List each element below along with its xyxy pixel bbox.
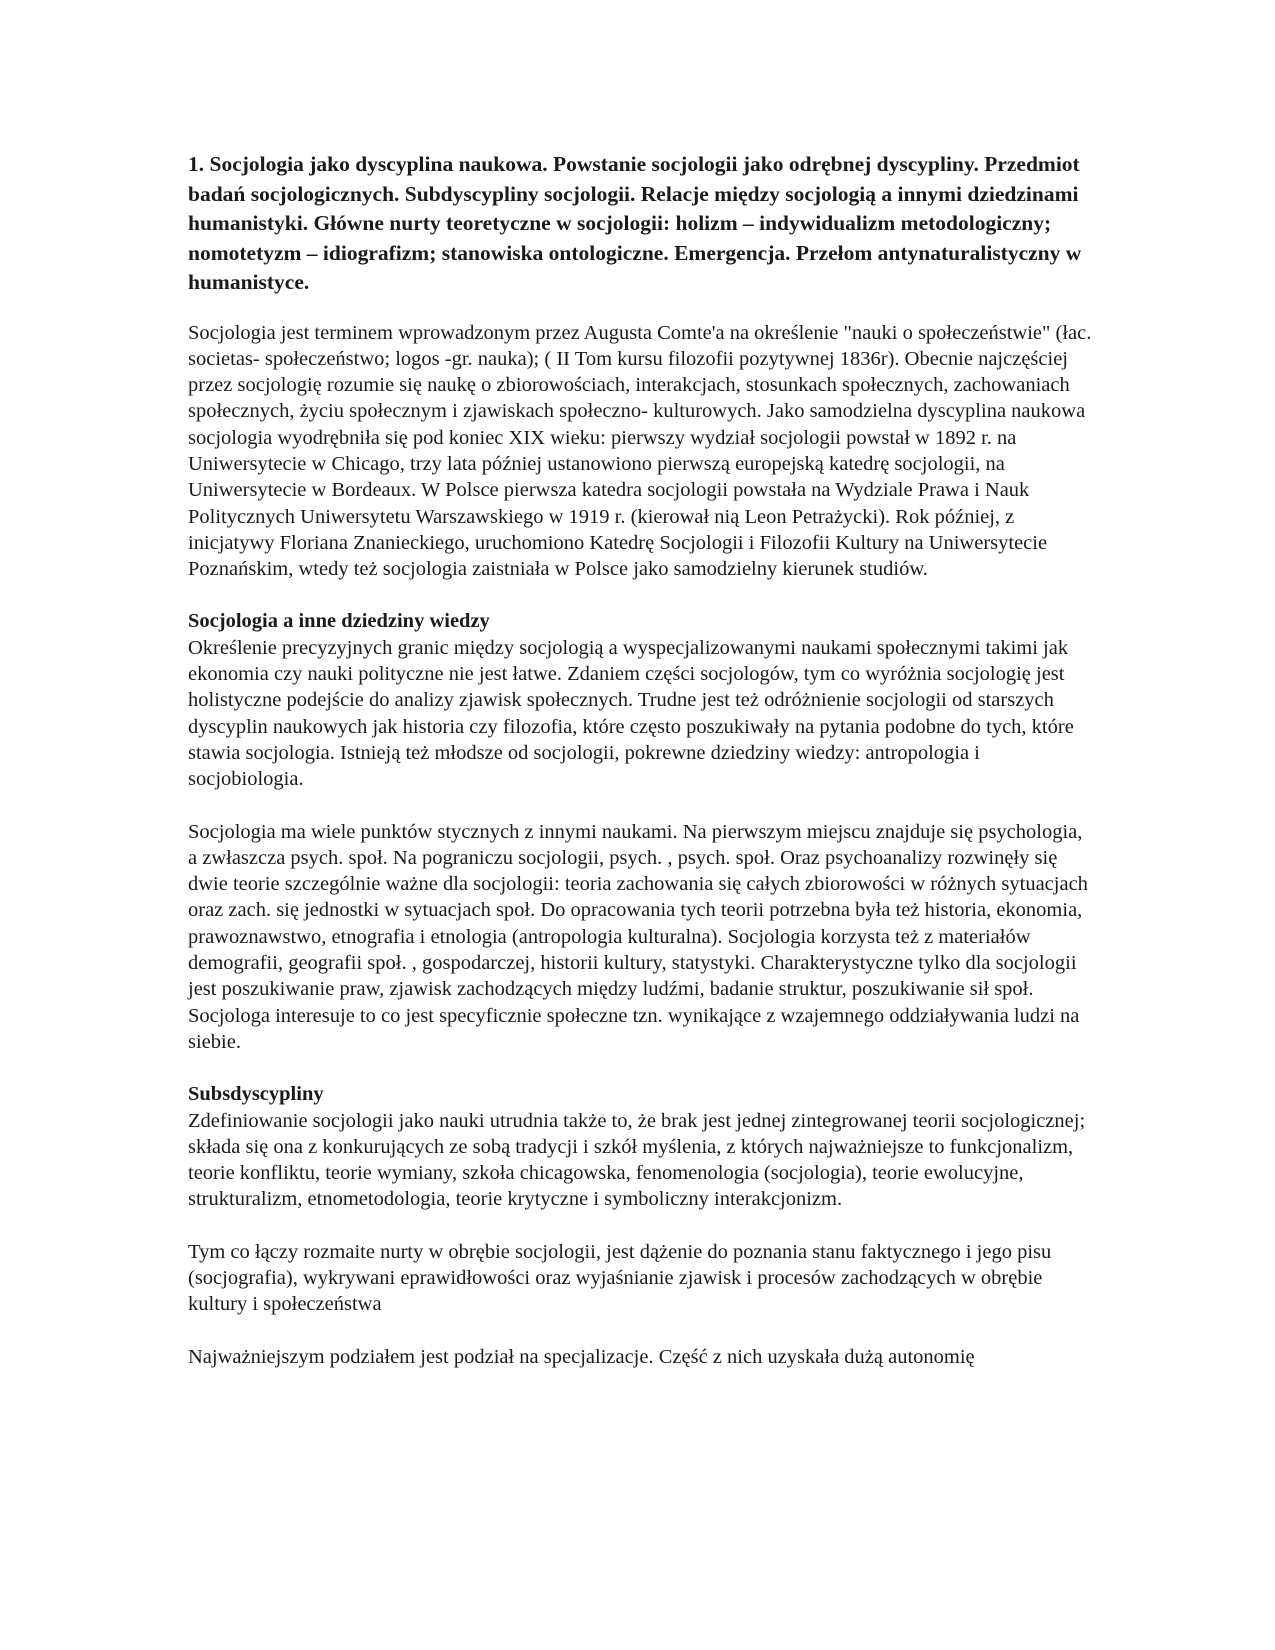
paragraph-subdisciplines-3: Najważniejszym podziałem jest podział na specjalizacje. Część z nich uzyskała dużą autonomię: [188, 1345, 975, 1368]
section-title-subdisciplines: Subsdyscypliny: [188, 1083, 324, 1106]
paragraph-subdisciplines-2: Tym co łączy rozmaite nurty w obrębie socjologii, jest dążenie do poznania stanu faktycznego i jego pisu (socjografia), wykrywani eprawidłowości oraz wyjaśnianie zjawisk i procesów zachodzących w obrębie kultury i społeczeństwa: [188, 1240, 1052, 1316]
section-title-related-fields: Socjologia a inne dziedziny wiedzy: [188, 610, 490, 633]
document-page: [188, 150, 1093, 1396]
paragraph-related-fields-1: Określenie precyzyjnych granic między socjologią a wyspecjalizowanymi naukami społecznymi takimi jak ekonomia czy nauki polityczne nie jest łatwe. Zdaniem części socjologów, tym co wyróżnia socjologię jest holistyczne podejście do analizy zjawisk społecznych. Trudne jest też odróżnienie socjologii od starszych dyscyplin naukowych jak historia czy filozofia, które często poszukiwały na pytania podobne do tych, które stawia socjologia. Istnieją też młodsze od socjologii, pokrewne dziedziny wiedzy: antropologia i socjobiologia.: [188, 636, 1074, 791]
paragraph-subdisciplines-1: Zdefiniowanie socjologii jako nauki utrudnia także to, że brak jest jednej zintegrowanej teorii socjologicznej; składa się ona z konkurujących ze sobą tradycji i szkół myślenia, z których najważniejsze to funkcjonalizm, teorie konfliktu, teorie wymiany, szkoła chicagowska, fenomenologia (socjologia), teorie ewolucyjne, strukturalizm, etnometodologia, teorie krytyczne i symboliczny interakcjonizm.: [188, 1109, 1086, 1211]
paragraph-related-fields-2: Socjologia ma wiele punktów stycznych z innymi naukami. Na pierwszym miejscu znajduje się psychologia, a zwłaszcza psych. społ. Na pograniczu socjologii, psych. , psych. społ. Oraz psychoanalizy rozwinęły się dwie teorie szczególnie ważne dla socjologii: teoria zachowania się całych zbiorowości w różnych sytuacjach oraz zach. się jednostki w sytuacjach społ. Do opracowania tych teorii potrzebna była też historia, ekonomia, prawoznawstwo, etnografia i etnologia (antropologia kulturalna). Socjologia korzysta też z materiałów demografii, geografii społ. , gospodarczej, historii kultury, statystyki. Charakterystyczne tylko dla socjologii jest poszukiwanie praw, zjawisk zachodzących między ludźmi, badanie struktur, poszukiwanie sił społ. Socjologa interesuje to co jest specyficznie społeczne tzn. wynikające z wzajemnego oddziaływania ludzi na siebie.: [188, 820, 1088, 1053]
document-heading: 1. Socjologia jako dyscyplina naukowa. Powstanie socjologii jako odrębnej dyscypliny. Przedmiot badań socjologicznych. Subdyscypliny socjologii. Relacje między socjologią a innymi dziedzinami humanistyki. Główne nurty teoretyczne w socjologii: holizm – indywidualizm metodologiczny; nomotetyzm – idiografizm; stanowiska ontologiczne. Emergencja. Przełom antynaturalistyczny w humanistyce.: [188, 152, 1082, 294]
section-subdisciplines: [188, 1081, 1093, 1212]
intro-paragraph: Socjologia jest terminem wprowadzonym przez Augusta Comte'a na określenie "nauki o społeczeństwie" (łac. societas- społeczeństwo; logos -gr. nauka); ( II Tom kursu filozofii pozytywnej 1836r). Obecnie najczęściej przez socjologię rozumie się naukę o zbiorowościach, interakcjach, stosunkach społecznych, zachowaniach społecznych, życiu społecznym i zjawiskach społeczno- kulturowych. Jako samodzielna dyscyplina naukowa socjologia wyodrębniła się pod koniec XIX wieku: pierwszy wydział socjologii powstał w 1892 r. na Uniwersytecie w Chicago, trzy lata później ustanowiono pierwszą europejską katedrę socjologii, na Uniwersytecie w Bordeaux. W Polsce pierwsza katedra socjologii powstała na Wydziale Prawa i Nauk Politycznych Uniwersytetu Warszawskiego w 1919 r. (kierował nią Leon Petrażycki). Rok później, z inicjatywy Floriana Znanieckiego, uruchomiono Katedrę Socjologii i Filozofii Kultury na Uniwersytecie Poznańskim, wtedy też socjologia zaistniała w Polsce jako samodzielny kierunek studiów.: [188, 321, 1092, 581]
section-related-fields: [188, 608, 1093, 792]
